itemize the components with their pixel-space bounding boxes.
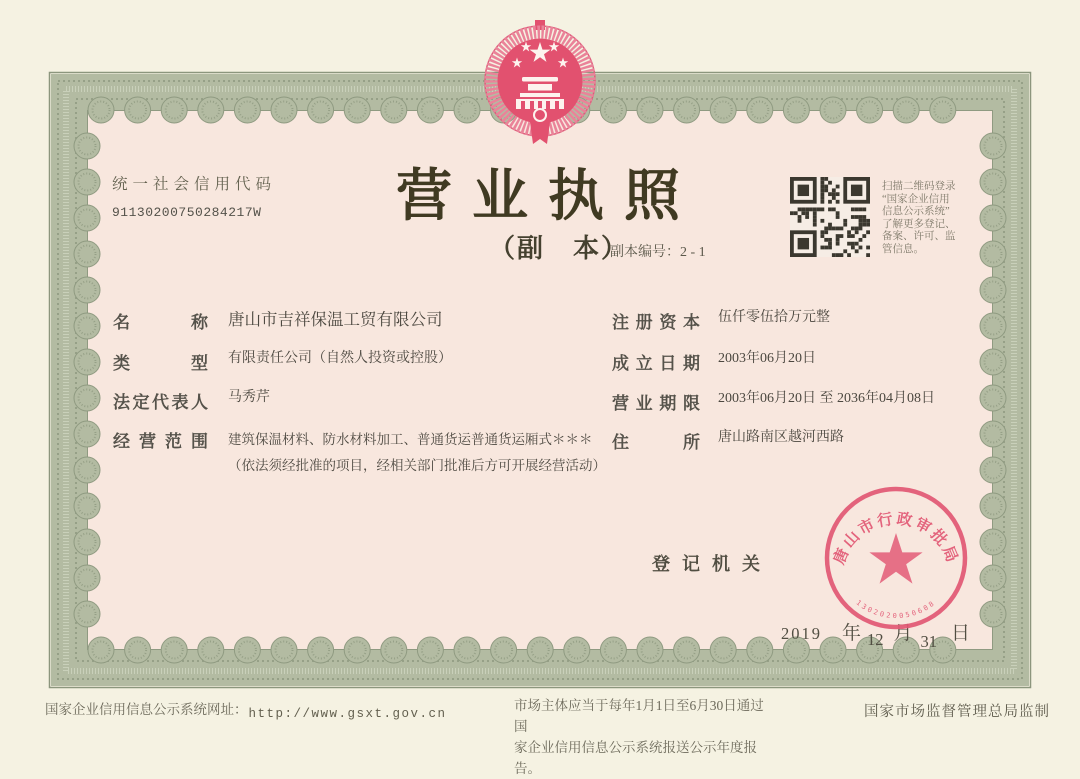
footer-annual-report-notice: 市场主体应当于每年1月1日至6月30日通过国 家企业信用信息公示系统报送公示年度报告。 bbox=[514, 698, 764, 776]
svg-text:1302020050608: 1302020050608 bbox=[854, 598, 938, 621]
svg-text:唐山市行政审批局: 唐山市行政审批局 bbox=[830, 510, 962, 567]
field-business-scope: 经营范围 建筑保温材料、防水材料加工、普通货运普通货运厢式＊＊＊（依法须经批准的项目，经相关部门批准后方可开展经营活动） bbox=[113, 432, 606, 473]
qr-code bbox=[790, 177, 870, 257]
issue-day: 31 bbox=[920, 632, 938, 651]
field-establish-date: 成立日期 2003年06月20日 bbox=[612, 351, 816, 373]
registrar-seal-stamp bbox=[818, 480, 974, 636]
registrar-label: 登记机关 bbox=[652, 554, 772, 574]
publicity-site-url: http://www.gsxt.gov.cn bbox=[248, 707, 447, 721]
issue-year: 2019 bbox=[781, 624, 822, 643]
certificate-subtitle: （副 本） bbox=[489, 234, 630, 263]
field-business-term: 营业期限 2003年06月20日 至 2036年04月08日 bbox=[612, 391, 935, 413]
field-registered-capital: 注册资本 伍仟零伍拾万元整 bbox=[612, 310, 830, 332]
issue-month: 12 bbox=[867, 630, 884, 649]
field-address: 住所 唐山路南区越河西路 bbox=[612, 430, 844, 452]
footer-publicity-site: 国家企业信用信息公示系统网址：http://www.gsxt.gov.cn bbox=[45, 702, 447, 721]
issue-date: 2019 年 12 月 31 日 bbox=[781, 623, 971, 651]
footer bbox=[0, 692, 1080, 776]
qr-caption: 扫描二维码登录 “国家企业信用 信息公示系统” 了解更多登记、 备案、许可、监 管信息。 bbox=[882, 181, 956, 255]
qr-code-block bbox=[790, 177, 870, 262]
credit-code-label: 统一社会信用代码 bbox=[112, 176, 277, 193]
credit-code-value: 91130200750284217W bbox=[112, 205, 262, 220]
copy-number: 副本编号：2 - 1 bbox=[610, 245, 706, 260]
field-legal-representative: 法定代表人 马秀芹 bbox=[113, 390, 270, 412]
certificate-title: 营业执照 bbox=[396, 166, 700, 228]
field-name: 名称 唐山市吉祥保温工贸有限公司 bbox=[113, 310, 443, 332]
field-type: 类型 有限责任公司（自然人投资或控股） bbox=[113, 351, 452, 373]
footer-producer: 国家市场监督管理总局监制 bbox=[864, 704, 1050, 720]
credit-code-block bbox=[112, 172, 276, 220]
